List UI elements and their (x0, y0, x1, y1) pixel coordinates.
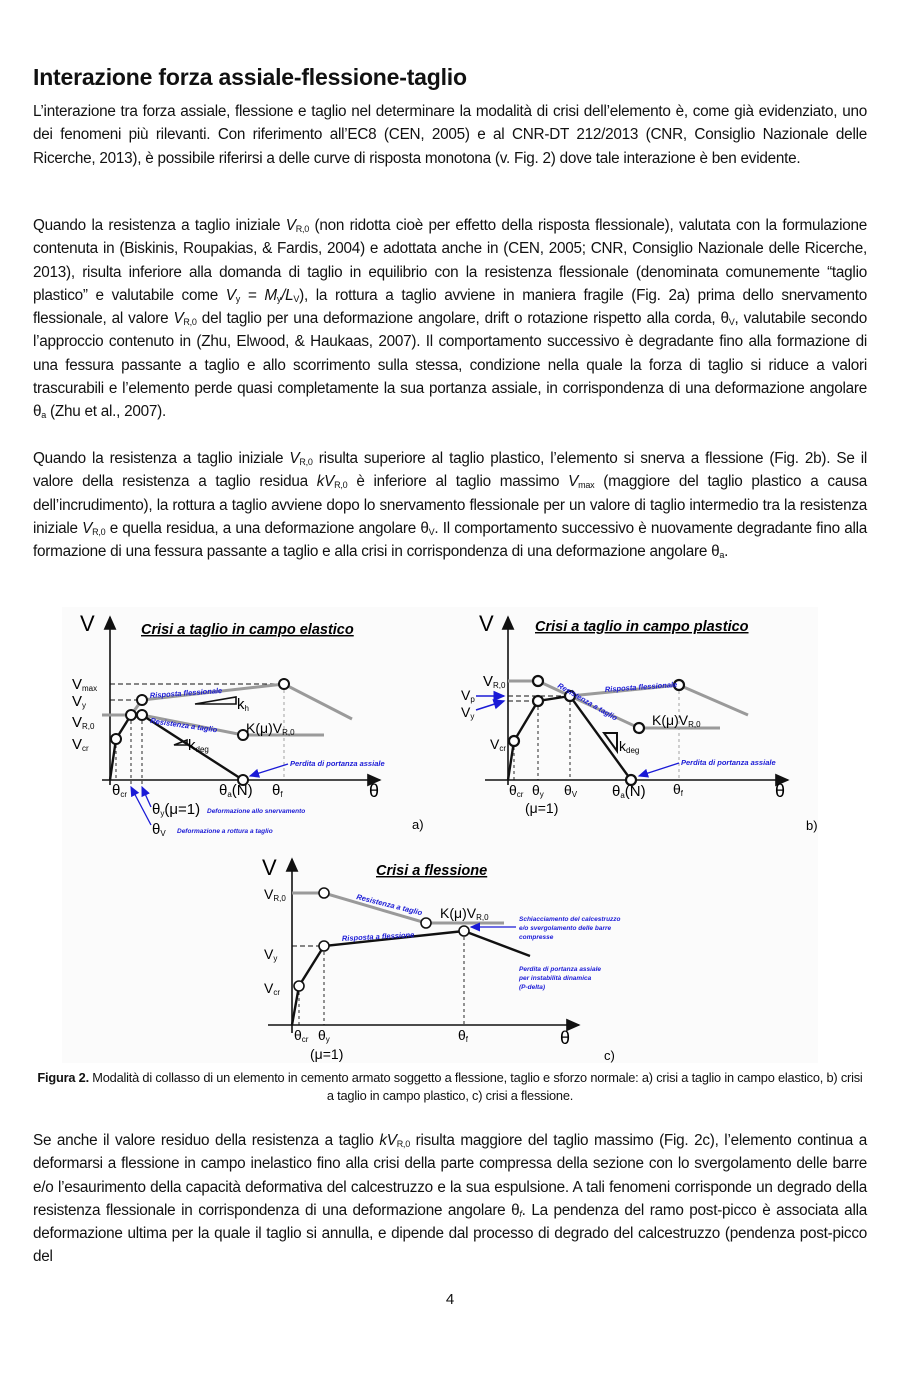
tick-theta-a: θa(N) (612, 783, 646, 800)
tick-vcr: Vcr (264, 980, 281, 997)
tick-vy: Vy (461, 704, 475, 721)
axis-x-label: θ (560, 1028, 571, 1048)
tick-theta-cr: θcr (509, 782, 524, 799)
theta-y-label: θy(μ=1) (152, 801, 201, 818)
paragraph-1: L’interazione tra forza assiale, flessione e taglio nel determinare la modalità di crisi dell’elemento è, come già evidenziato, uno dei fenomeni più rilevanti. Con riferimento all’EC8 (CEN, 2005) e al CNR-DT 212/2013 (CNR, Consiglio Nazionale delle Ricerche, 2013), è possibile riferirsi a delle curve di risposta monotona (v. Fig. 2) dove tale interazione è ben evidente. (33, 103, 867, 167)
mu1-label: (μ=1) (525, 800, 559, 816)
tick-vr0: VR,0 (72, 714, 95, 731)
section-title: Interazione forza assiale-flessione-taglio (33, 64, 467, 90)
figure-panel-a (72, 611, 424, 838)
panel-b-title: Crisi a taglio in campo plastico (535, 619, 749, 635)
pdelta-label-3: (P-delta) (519, 984, 545, 991)
tick-vy: Vy (72, 693, 87, 710)
page-number: 4 (445, 1291, 455, 1308)
mu1-label: (μ=1) (310, 1046, 344, 1062)
kh-label: kh (237, 696, 249, 713)
figure-2 (62, 607, 818, 1063)
tick-vr0: VR,0 (264, 886, 286, 903)
tick-theta-f: θf (272, 782, 283, 799)
tick-theta-f: θf (458, 1027, 469, 1044)
kdeg-label: kdeg (619, 738, 640, 755)
figure-caption: Figura 2. Modalità di collasso di un elemento in cemento armato soggetto a flessione, taglio e sforzo normale: a) crisi a taglio in campo elastico, b) crisi a taglio in campo plastico, c) crisi a flessione. (37, 1070, 863, 1103)
figure-panel-c (262, 855, 621, 1063)
flex-response-label: Risposta flessionale (149, 685, 223, 700)
tick-theta-v: θV (564, 782, 578, 799)
theta-v-label: θV (152, 821, 166, 838)
pdelta-label-1: Perdita di portanza assiale (519, 966, 602, 973)
pdelta-label-2: per instabilità dinamica (519, 975, 592, 982)
axis-y-label: V (80, 611, 95, 636)
tick-theta-cr: θcr (294, 1027, 309, 1044)
crushing-label-1: Schiacciamento del calcestruzzo (519, 916, 621, 923)
residual-label: K(μ)VR,0 (440, 905, 489, 922)
tick-theta-f: θf (673, 781, 684, 798)
axial-loss-label: Perdita di portanza assiale (681, 758, 776, 767)
residual-label: K(μ)VR,0 (246, 720, 295, 737)
shear-resistance-label: Resistenza a taglio (149, 716, 218, 735)
panel-c-label: c) (604, 1048, 615, 1063)
figure-panel-b (461, 611, 818, 833)
tick-theta-cr: θcr (112, 782, 128, 799)
flex-response-label: Risposta flessionale (604, 679, 678, 694)
tick-vy: Vy (264, 946, 278, 963)
shear-resistance-label: Resistenza a taglio (556, 680, 619, 723)
flex-response-label: Risposta a flessione (341, 930, 415, 943)
shear-resistance-label: Resistenza a taglio (355, 892, 424, 918)
axis-y-label: V (262, 855, 277, 880)
tick-vp: Vp (461, 687, 475, 704)
paragraph-2: Quando la resistenza a taglio iniziale $V_{R,0}$ (non ridotta cioè per effetto della risposta flessionale), valutata con la formulazione contenuta in (Biskinis, Roupakias, & Fardis, 2004) e adottata anche in (CEN, 2005; CNR, Consiglio Nazionale delle Ricerche, 2013), risulta inferiore alla domanda di taglio in equilibrio con la resistenza flessionale (denominata comunemente “taglio plastico” e valutabile come $V_y = M_y/L_V$), la rottura a taglio avviene in maniera fragile (Fig. 2a) prima dello snervamento flessionale, al valore $V_{R,0}$ del taglio per una deformazione angolare, drift o rotazione rispetto alla corda, $\theta_V$, valutabile secondo l’approccio contenuto in (Zhu, Elwood, & Haukaas, 2007). Il comportamento successivo è degradante fino alla formazione di una fessura passante a taglio e allo scorrimento sulla stessa, condizione nella quale la forza di taglio si riduce a valori trascurabili e l’elemento perde quasi completamente la sua portanza assiale, in corrispondenza di una deformazione angolare $\theta_a$ (Zhu et al., 2007). (33, 217, 868, 421)
paragraph-4: Se anche il valore residuo della resistenza a taglio $kV_{R,0}$ risulta maggiore del taglio massimo (Fig. 2c), l’elemento continua a deformarsi a flessione in campo inelastico fino alla crisi della parte compressa della sezione con lo svergolamento delle barre e/o l’esaurimento della capacità deformativa del calcestruzzo e la sua espulsione. A tali fenomeni corrisponde un degrado della resistenza flessionale in corrispondenza di una deformazione angolare $\theta_f$. La pendenza del ramo post-picco è associata alla deformazione ultima per la quale il taglio si annulla, e dipende dal processo di degrado del calcestruzzo (pendenza post-picco del (33, 1132, 867, 1266)
yield-def-label: Deformazione allo snervamento (207, 808, 306, 815)
tick-vcr: Vcr (72, 736, 89, 753)
axis-y-label: V (479, 611, 494, 636)
tick-vmax: Vmax (72, 676, 98, 693)
tick-theta-y: θy (318, 1027, 330, 1044)
shear-fail-def-label: Deformazione a rottura a taglio (177, 828, 273, 835)
tick-theta-y: θy (532, 782, 544, 799)
panel-a-title: Crisi a taglio in campo elastico (141, 622, 354, 638)
residual-label: K(μ)VR,0 (652, 712, 701, 729)
axial-loss-label: Perdita di portanza assiale (290, 759, 385, 768)
panel-c-title: Crisi a flessione (376, 863, 488, 879)
panel-a-label: a) (412, 817, 424, 832)
tick-vr0: VR,0 (483, 673, 506, 690)
paragraph-3: Quando la resistenza a taglio iniziale $V_{R,0}$ risulta superiore al taglio plastico, l’elemento si snerva a flessione (Fig. 2b). Se il valore della resistenza a taglio residua $kV_{R,0}$ è inferiore al taglio massimo $V_{max}$ (maggiore del taglio plastico a causa dell’incrudimento), la rottura a taglio avviene dopo lo snervamento flessionale per un valore di taglio intermedio tra la resistenza iniziale $V_{R,0}$ e quella residua, a una deformazione angolare $\theta_V$. Il comportamento successivo è nuovamente degradante fino alla formazione di una fessura passante a taglio e alla crisi in corrispondenza di una deformazione angolare $\theta_a$. (33, 450, 868, 561)
panel-b-label: b) (806, 818, 818, 833)
axis-x-label: θ (369, 781, 380, 801)
tick-theta-a: θa(N) (219, 782, 253, 799)
crushing-label-3: compresse (519, 934, 554, 941)
axis-x-label: θ (775, 781, 786, 801)
tick-vcr: Vcr (490, 736, 507, 753)
crushing-label-2: e/o svergolamento delle barre (519, 925, 612, 932)
kdeg-label: kdeg (188, 737, 209, 754)
